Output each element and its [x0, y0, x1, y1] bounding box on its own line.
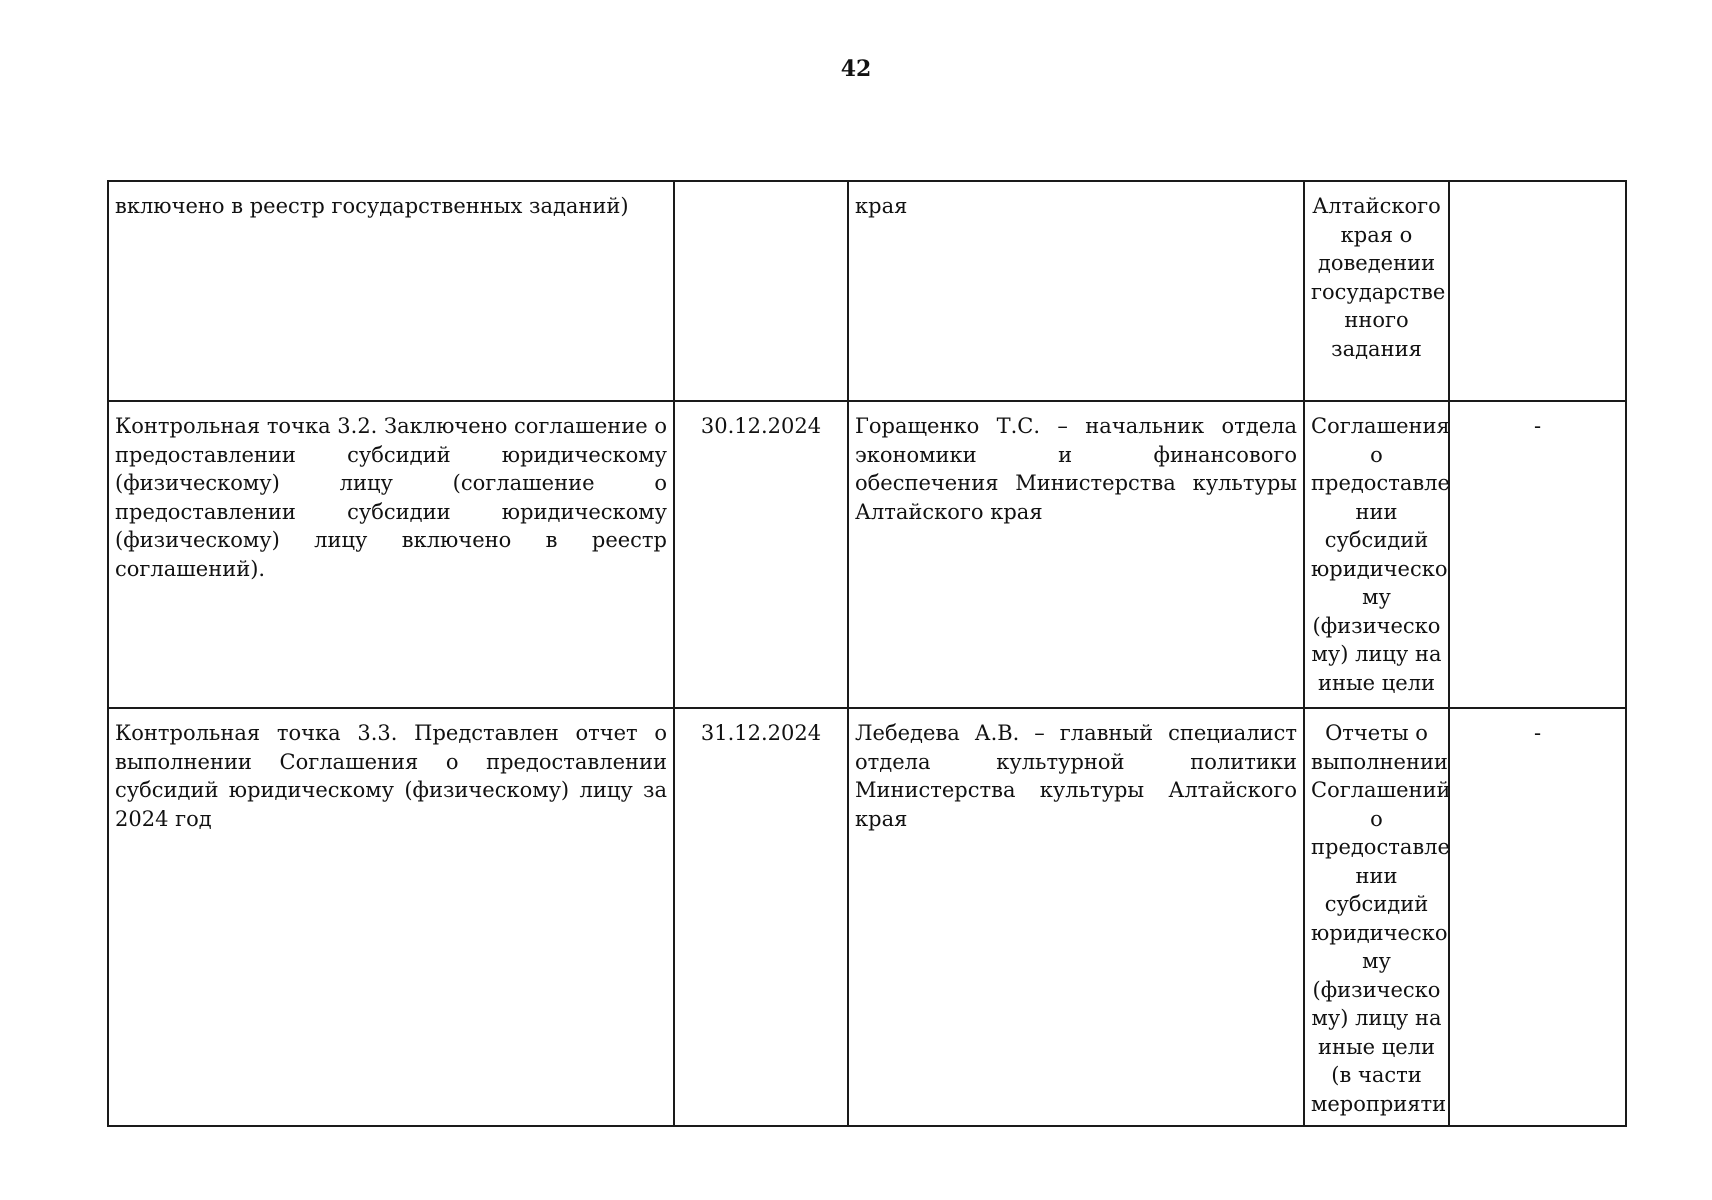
- date-cell: 30.12.2024: [674, 401, 848, 708]
- document-line: му) лицу на: [1311, 642, 1442, 666]
- note-cell: [1449, 181, 1626, 401]
- table-row: [108, 181, 1626, 401]
- document-line: государстве: [1311, 279, 1446, 304]
- document-line: доведении: [1317, 251, 1436, 275]
- document-line: Алтайского: [1312, 194, 1441, 218]
- note-cell: -: [1449, 708, 1626, 1126]
- document-cell: [1304, 181, 1449, 401]
- responsible-cell: края: [848, 181, 1304, 401]
- responsible-cell: Лебедева А.В. – главный специалист отдела культурной политики Министерства культуры Алтайского края: [848, 708, 1304, 1126]
- document-line: предоставле: [1311, 835, 1450, 859]
- document-line: (физическо: [1312, 613, 1441, 638]
- document-line: Соглашения: [1311, 414, 1450, 438]
- document-line: субсидий: [1324, 528, 1429, 552]
- document-line: му: [1362, 585, 1391, 609]
- document-line: му: [1362, 949, 1391, 973]
- document-line: (в части: [1331, 1063, 1422, 1087]
- table-row: [108, 401, 1626, 708]
- document-line: о: [1370, 806, 1383, 831]
- page-number: 42: [840, 56, 872, 82]
- description-cell: Контрольная точка 3.2. Заключено соглашение о предоставлении субсидий юридическому (физическому) лицу (соглашение о предоставлении субсидии юридическому (физическому) лицу включено в реестр соглашений).: [108, 401, 674, 708]
- note-cell: -: [1449, 401, 1626, 708]
- responsible-cell: Горащенко Т.С. – начальник отдела экономики и финансового обеспечения Министерства культуры Алтайского края: [848, 401, 1304, 708]
- date-cell: [674, 181, 848, 401]
- document-line: иные цели: [1317, 1034, 1436, 1059]
- document-cell: [1304, 708, 1449, 1126]
- document-line: выполнении: [1311, 749, 1448, 774]
- date-cell: 31.12.2024: [674, 708, 848, 1126]
- document-line: Соглашений: [1311, 778, 1451, 802]
- document-line: юридическо: [1311, 920, 1448, 945]
- document-line: нии: [1355, 499, 1398, 524]
- document-line: края о: [1340, 222, 1413, 247]
- document-line: субсидий: [1324, 892, 1429, 916]
- document-line: иные цели: [1317, 670, 1436, 695]
- document-line: (физическо: [1312, 977, 1441, 1002]
- document-line: нии: [1355, 863, 1398, 888]
- document-line: о: [1370, 442, 1383, 467]
- description-cell: включено в реестр государственных заданий): [108, 181, 674, 401]
- document-line: задания: [1331, 336, 1422, 361]
- control-points-table: [107, 180, 1627, 1127]
- document-line: юридическо: [1311, 556, 1448, 581]
- document-line: мероприяти: [1311, 1091, 1447, 1116]
- table-row: [108, 708, 1626, 1126]
- document-line: нного: [1344, 308, 1409, 332]
- document-cell: [1304, 401, 1449, 708]
- document-line: Отчеты о: [1325, 721, 1428, 745]
- document-line: му) лицу на: [1311, 1006, 1442, 1030]
- description-cell: Контрольная точка 3.3. Представлен отчет о выполнении Соглашения о предоставлении субсидий юридическому (физическому) лицу за 2024 год: [108, 708, 674, 1126]
- document-line: предоставле: [1311, 471, 1450, 495]
